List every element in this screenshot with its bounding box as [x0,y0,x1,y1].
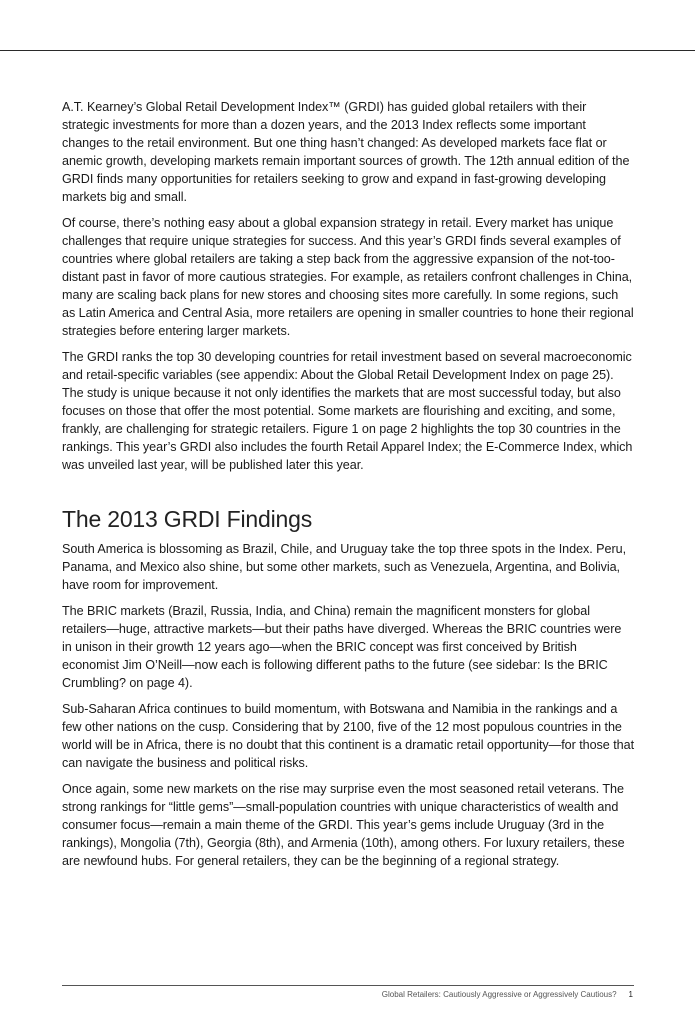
article-body [62,98,634,878]
page-number: 1 [628,990,633,999]
findings-paragraph-4: Once again, some new markets on the rise may surprise even the most seasoned retail veterans. The strong rankings for “little gems”—small-population countries with unique characteristics of wealth and consumer focus—remain a main theme of the GRDI. This year’s gems include Uruguay (3rd in the rankings), Mongolia (7th), Georgia (8th), and Armenia (10th), among others. For luxury retailers, these are newfound hubs. For general retailers, they can be the beginning of a regional strategy. [62,782,625,868]
page-footer [382,990,633,999]
footer-title: Global Retailers: Cautiously Aggressive or Aggressively Cautious? [381,990,617,999]
findings-paragraph-2: The BRIC markets (Brazil, Russia, India, and China) remain the magnificent monsters for global retailers—huge, attractive markets—but their paths have diverged. Whereas the BRIC countries were in unison in their growth 12 years ago—when the BRIC concept was first conceived by British economist Jim O’Neill—now each is following different paths to the future (see sidebar: Is the BRIC Crumbling? on page 4). [62,604,622,690]
intro-paragraph-3: The GRDI ranks the top 30 developing countries for retail investment based on several macroeconomic and retail-specific variables (see appendix: About the Global Retail Development Index on page 25). The study is unique because it not only identifies the markets that are most successful today, but also focuses on those that offer the most potential. Some markets are flourishing and exciting, and some, frankly, are challenging for strategic retailers. Figure 1 on page 2 highlights the top 30 countries in the rankings. This year’s GRDI also includes the fourth Retail Apparel Index; the E-Commerce Index, which was unveiled last year, will be published later this year. [62,350,633,472]
findings-paragraph-1: South America is blossoming as Brazil, Chile, and Uruguay take the top three spots in the Index. Peru, Panama, and Mexico also shine, but some other markets, such as Venezuela, Argentina, and Bolivia, have room for improvement. [62,542,627,592]
intro-paragraph-2: Of course, there’s nothing easy about a global expansion strategy in retail. Every market has unique challenges that require unique strategies for success. And this year’s GRDI finds several examples of countries where global retailers are taking a step back from the aggressive expansion of the not-too-distant past in favor of more cautious strategies. For example, as retailers confront challenges in China, many are scaling back plans for new stores and choosing sites more carefully. In some regions, such as Latin America and Central Asia, more retailers are opening in smaller countries to hone their regional strategies before entering larger markets. [62,216,634,338]
header-divider [0,50,695,51]
section-heading: The 2013 GRDI Findings [62,506,313,532]
findings-paragraph-3: Sub-Saharan Africa continues to build momentum, with Botswana and Namibia in the rankings and a few other nations on the cusp. Considering that by 2100, five of the 12 most populous countries in the world will be in Africa, there is no doubt that this continent is a dramatic retail opportunity—for those that can navigate the business and political risks. [62,702,635,770]
intro-paragraph-1: A.T. Kearney’s Global Retail Development Index™ (GRDI) has guided global retailers with their strategic investments for more than a dozen years, and the 2013 Index reflects some important changes to the retail environment. But one thing hasn’t changed: As developed markets face flat or anemic growth, developing markets remain important sources of growth. The 12th annual edition of the GRDI finds many opportunities for retailers seeking to grow and expand in fast-growing developing markets big and small. [62,100,630,204]
footer-divider [62,985,634,986]
